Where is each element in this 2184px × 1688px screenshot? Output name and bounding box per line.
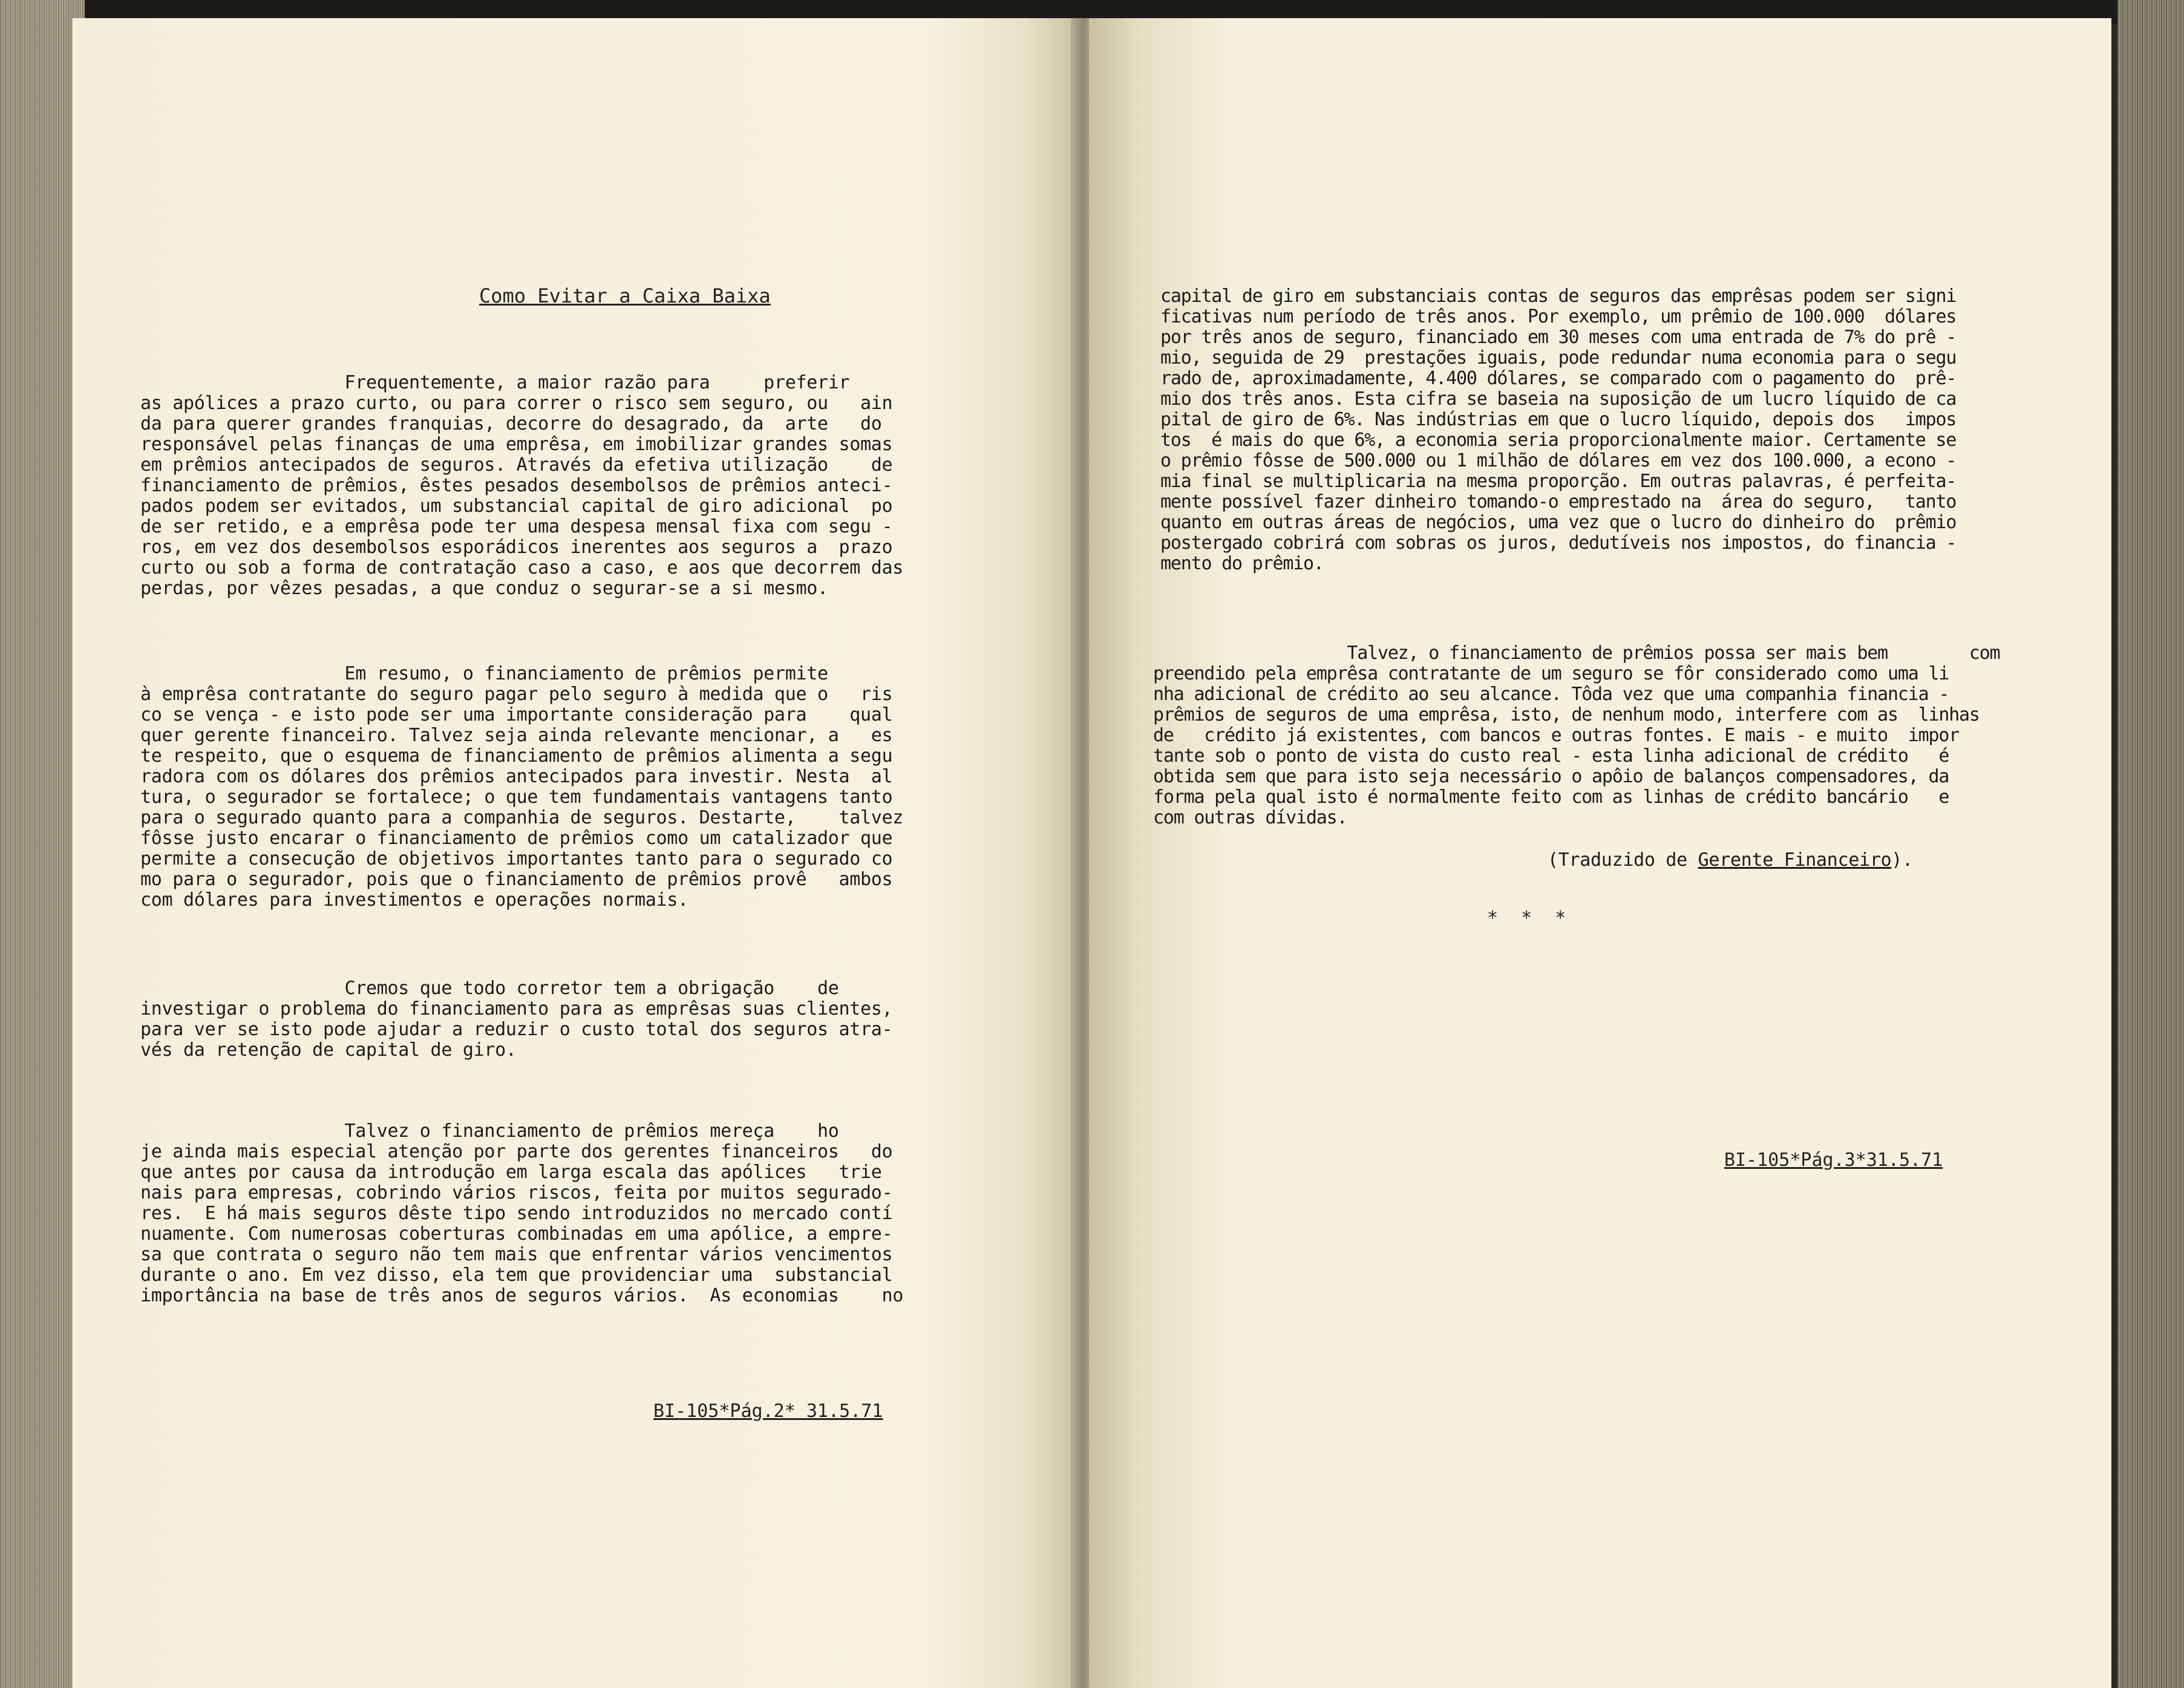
left-page-footer: BI-105*Pág.2* 31.5.71 <box>653 1401 883 1422</box>
text-line: financiamento de prêmios, êstes pesados desembolsos de prêmios anteci- <box>140 475 893 496</box>
text-line: Frequentemente, a maior razão para preferir <box>140 372 850 393</box>
text-line: mio dos três anos. Esta cifra se baseia na suposição de um lucro líquido de ca <box>1160 388 1957 410</box>
left-paragraph-3 <box>140 978 892 1061</box>
translation-credit <box>1548 850 1913 871</box>
text-line: ros, em vez dos desembolsos esporádicos inerentes aos seguros a prazo <box>140 537 893 558</box>
text-line: ficativas num período de três anos. Por exemplo, um prêmio de 100.000 dólares <box>1160 306 1957 327</box>
text-line: com outras dívidas. <box>1153 807 1347 828</box>
text-line: Cremos que todo corretor tem a obrigação de <box>140 978 839 999</box>
text-line: mo para o segurador, pois que o financiamento de prêmios provê ambos <box>140 869 893 890</box>
text-line: curto ou sob a forma de contratação caso a caso, e aos que decorrem das <box>140 557 904 578</box>
right-page-footer: BI-105*Pág.3*31.5.71 <box>1724 1150 1943 1171</box>
text-line: Em resumo, o financiamento de prêmios permite <box>140 663 828 684</box>
text-line: forma pela qual isto é normalmente feito com as linhas de crédito bancário e <box>1153 787 1949 808</box>
right-paragraph-1 <box>1160 286 1956 574</box>
text-line: mente possível fazer dinheiro tomando-o emprestado na área do seguro, tanto <box>1160 491 1957 512</box>
right-paragraph-2 <box>1153 643 2000 828</box>
text-line: vés da retenção de capital de giro. <box>140 1039 517 1061</box>
text-line: nha adicional de crédito ao seu alcance. Tôda vez que uma companhia financia - <box>1153 684 1949 705</box>
text-line: rado de, aproximadamente, 4.400 dólares, se comparado com o pagamento do prê- <box>1160 368 1957 389</box>
text-line: importância na base de três anos de seguros vários. As economias no <box>140 1285 904 1306</box>
section-stars: * * * <box>1487 908 1566 929</box>
text-line: investigar o problema do financiamento para as emprêsas suas clientes, <box>140 998 893 1019</box>
text-line: responsável pelas finanças de uma emprêsa, em imobilizar grandes somas <box>140 434 893 455</box>
text-line: de crédito já existentes, com bancos e outras fontes. E mais - e muito impor <box>1153 725 1960 746</box>
text-line: tos é mais do que 6%, a economia seria proporcionalmente maior. Certamente se <box>1160 430 1957 451</box>
credit-suffix: ). <box>1891 849 1913 871</box>
text-line: quanto em outras áreas de negócios, uma vez que o lucro do dinheiro do prêmio <box>1160 512 1957 533</box>
text-line: para ver se isto pode ajudar a reduzir o custo total dos seguros atra- <box>140 1019 893 1040</box>
text-line: fôsse justo encarar o financiamento de prêmios como um catalizador que <box>140 828 893 849</box>
text-line: je ainda mais especial atenção por parte dos gerentes financeiros do <box>140 1141 893 1162</box>
text-line: Talvez, o financiamento de prêmios possa ser mais bem com <box>1153 643 2000 664</box>
text-line: para o segurado quanto para a companhia de seguros. Destarte, talvez <box>140 807 904 828</box>
text-line: capital de giro em substanciais contas de seguros das emprêsas podem ser signi <box>1160 286 1957 307</box>
credit-prefix: (Traduzido de <box>1548 849 1698 871</box>
text-line: em prêmios antecipados de seguros. Através da efetiva utilização de <box>140 454 893 476</box>
text-line: tante sob o ponto de vista do custo real - esta linha adicional de crédito é <box>1153 745 1949 767</box>
text-line: à emprêsa contratante do seguro pagar pelo seguro à medida que o ris <box>140 684 893 705</box>
text-line: que antes por causa da introdução em larga escala das apólices trie <box>140 1162 882 1183</box>
page-edges-right <box>2117 0 2184 1688</box>
text-line: quer gerente financeiro. Talvez seja ainda relevante mencionar, a es <box>140 725 893 746</box>
text-line: prêmios de seguros de uma emprêsa, isto, de nenhum modo, interfere com as linhas <box>1153 704 1980 725</box>
text-line: preendido pela emprêsa contratante de um seguro se fôr considerado como uma li <box>1153 663 1949 684</box>
text-line: permite a consecução de objetivos importantes tanto para o segurado co <box>140 848 893 869</box>
text-line: radora com os dólares dos prêmios antecipados para investir. Nesta al <box>140 766 893 787</box>
text-line: te respeito, que o esquema de financiamento de prêmios alimenta a segu <box>140 745 893 767</box>
text-line: mio, seguida de 29 prestações iguais, pode redundar numa economia para o segu <box>1160 347 1957 368</box>
page-edges-left <box>0 0 85 1688</box>
text-line: pital de giro de 6%. Nas indústrias em que o lucro líquido, depois dos impos <box>1160 409 1957 430</box>
text-line: Talvez o financiamento de prêmios mereça ho <box>140 1120 839 1142</box>
text-line: durante o ano. Em vez disso, ela tem que providenciar uma substancial <box>140 1264 893 1286</box>
text-line: as apólices a prazo curto, ou para correr o risco sem seguro, ou ain <box>140 393 893 414</box>
text-line: tura, o segurador se fortalece; o que tem fundamentais vantagens tanto <box>140 787 893 808</box>
left-paragraph-4 <box>140 1121 903 1306</box>
text-line: por três anos de seguro, financiado em 30 meses com uma entrada de 7% do prê - <box>1160 327 1957 348</box>
text-line: nuamente. Com numerosas coberturas combinadas em uma apólice, a empre- <box>140 1223 893 1245</box>
text-line: sa que contrata o seguro não tem mais que enfrentar vários vencimentos <box>140 1244 893 1265</box>
text-line: postergado cobrirá com sobras os juros, dedutíveis nos impostos, do financia - <box>1160 532 1957 554</box>
text-line: nais para empresas, cobrindo vários riscos, feita por muitos segurado- <box>140 1182 893 1203</box>
text-line: mento do prêmio. <box>1160 553 1324 574</box>
text-line: com dólares para investimentos e operações normais. <box>140 889 688 911</box>
credit-source: Gerente Financeiro <box>1698 849 1892 871</box>
text-line: res. E há mais seguros dêste tipo sendo introduzidos no mercado contí <box>140 1203 893 1224</box>
text-line: da para querer grandes franquias, decorre do desagrado, da arte do <box>140 413 882 434</box>
text-line: co se vença - e isto pode ser uma importante consideração para qual <box>140 704 893 725</box>
text-line: mia final se multiplicaria na mesma proporção. Em outras palavras, é perfeita- <box>1160 471 1957 492</box>
left-paragraph-2 <box>140 664 903 911</box>
text-line: pados podem ser evitados, um substancial capital de giro adicional po <box>140 496 893 517</box>
text-line: obtida sem que para isto seja necessário o apôio de balanços compensadores, da <box>1153 766 1949 787</box>
text-line: o prêmio fôsse de 500.000 ou 1 milhão de dólares em vez dos 100.000, a econo - <box>1160 450 1957 471</box>
left-paragraph-1 <box>140 373 903 599</box>
text-line: de ser retido, e a emprêsa pode ter uma despesa mensal fixa com segu - <box>140 516 893 537</box>
text-line: perdas, por vêzes pesadas, a que conduz o segurar-se a si mesmo. <box>140 578 828 599</box>
article-title: Como Evitar a Caixa Baixa <box>479 284 771 307</box>
